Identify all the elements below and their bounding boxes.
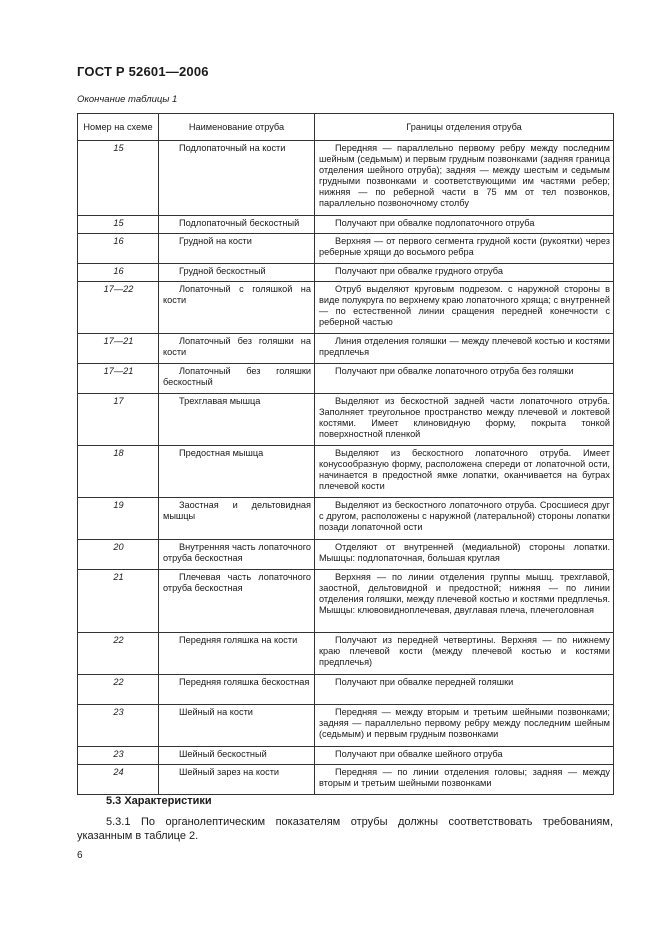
cut-bounds: Выделяют из бескостной задней части лопаточного отруба. Заполняет треугольное пространство между плечевой и локтевой костями. Имеет клиновидную форму, покрыта тонкой поверхностной пленкой — [315, 394, 614, 446]
cut-name: Плечевая часть лопаточного отруба бескостная — [159, 570, 315, 633]
table-row — [78, 498, 614, 540]
document-title: ГОСТ Р 52601—2006 — [77, 64, 209, 79]
cut-bounds: Выделяют из бескостного лопаточного отруба. Имеет конусообразную форму, расположена спереди от лопаточной ости, начинается в предостной ямке лопатки, оканчивается на буграх плечевой кости — [315, 446, 614, 498]
table-header-row — [78, 114, 614, 141]
table-row — [78, 282, 614, 334]
cut-bounds: Верхняя — по линии отделения группы мышц. трехглавой, заостной, дельтовидной и предостной; нижняя — по линии отделения голяшки, между плечевой костью и костями предплечья. Мышцы: клювовиднoплечевая, двуглавая плеча, плечеголовная — [315, 570, 614, 633]
cut-name: Грудной бескостный — [159, 264, 315, 282]
cut-name: Грудной на кости — [159, 234, 315, 264]
table-row — [78, 216, 614, 234]
cut-bounds: Верхняя — от первого сегмента грудной кости (рукоятки) через реберные хрящи до восьмого ребра — [315, 234, 614, 264]
row-number: 20 — [78, 540, 159, 570]
row-number: 21 — [78, 570, 159, 633]
table-row — [78, 705, 614, 747]
row-number: 23 — [78, 747, 159, 765]
row-number: 18 — [78, 446, 159, 498]
row-number: 17 — [78, 394, 159, 446]
table-row — [78, 675, 614, 705]
table-row — [78, 234, 614, 264]
cut-bounds: Выделяют из бескостного лопаточного отруба. Сросшиеся друг с другом, расположены с наружной (латеральной) стороны лопатки позади лопаточной ости — [315, 498, 614, 540]
cut-bounds: Получают из передней четвертины. Верхняя — по нижнему краю плечевой кости (между плечевой костью и костями предплечья) — [315, 633, 614, 675]
column-header-number: Номер на схеме — [78, 114, 159, 141]
table-row — [78, 334, 614, 364]
cut-bounds: Линия отделения голяшки — между плечевой костью и костями предплечья — [315, 334, 614, 364]
table-row — [78, 264, 614, 282]
column-header-name: Наименование отруба — [159, 114, 315, 141]
row-number: 22 — [78, 633, 159, 675]
row-number: 15 — [78, 141, 159, 216]
cut-name: Внутренняя часть лопаточного отруба бескостная — [159, 540, 315, 570]
cut-name: Шейный на кости — [159, 705, 315, 747]
table-row — [78, 747, 614, 765]
table-row — [78, 394, 614, 446]
cut-name: Передняя голяшка бескостная — [159, 675, 315, 705]
cut-bounds: Получают при обвалке шейного отруба — [315, 747, 614, 765]
row-number: 17—21 — [78, 364, 159, 394]
section-heading: 5.3 Характеристики — [106, 795, 212, 807]
table-row — [78, 141, 614, 216]
cut-bounds: Получают при обвалке подлопаточного отруба — [315, 216, 614, 234]
cut-bounds: Передняя — по линии отделения головы; задняя — между вторым и третьим шейными позвонками — [315, 765, 614, 795]
cut-name: Предостная мышца — [159, 446, 315, 498]
body-paragraph: 5.3.1 По органолептическим показателям отрубы должны соответствовать требованиям, указанным в таблице 2. — [77, 816, 613, 842]
row-number: 23 — [78, 705, 159, 747]
cut-name: Лопаточный без голяшки на кости — [159, 334, 315, 364]
cut-name: Передняя голяшка на кости — [159, 633, 315, 675]
row-number: 16 — [78, 264, 159, 282]
table-row — [78, 364, 614, 394]
table-caption: Окончание таблицы 1 — [77, 94, 178, 105]
row-number: 15 — [78, 216, 159, 234]
cut-bounds: Получают при обвалке грудного отруба — [315, 264, 614, 282]
cut-name: Заостная и дельтовидная мышцы — [159, 498, 315, 540]
row-number: 17—21 — [78, 334, 159, 364]
cut-bounds: Отделяют от внутренней (медиальной) стороны лопатки. Мышцы: подлопаточная, большая круглая — [315, 540, 614, 570]
cuts-table — [77, 113, 614, 795]
cut-name: Подлопаточный бескостный — [159, 216, 315, 234]
row-number: 22 — [78, 675, 159, 705]
cut-name: Шейный зарез на кости — [159, 765, 315, 795]
table-row — [78, 540, 614, 570]
table-row — [78, 446, 614, 498]
row-number: 19 — [78, 498, 159, 540]
table-row — [78, 765, 614, 795]
cut-name: Лопаточный с голяшкой на кости — [159, 282, 315, 334]
table-row — [78, 570, 614, 633]
cut-name: Шейный бескостный — [159, 747, 315, 765]
cut-name: Подлопаточный на кости — [159, 141, 315, 216]
table-row — [78, 633, 614, 675]
row-number: 17—22 — [78, 282, 159, 334]
row-number: 24 — [78, 765, 159, 795]
cut-bounds: Отруб выделяют круговым подрезом. с наружной стороны в виде полукруга по верхнему краю лопаточного хряща; с внутренней — по естественной линии сращения передней конечности с реберной частью — [315, 282, 614, 334]
page-number: 6 — [77, 850, 83, 861]
row-number: 16 — [78, 234, 159, 264]
cut-bounds: Передняя — параллельно первому ребру между последним шейным (седьмым) и первым грудным позвонками (задняя граница отделения шейного отруба); задняя — между шестым и седьмым грудными позвонками и соответствующими им частями ребер; нижняя — по реберной части в 75 мм от тел позвонков, параллельно позвоночному столбу — [315, 141, 614, 216]
cut-bounds: Получают при обвалке лопаточного отруба без голяшки — [315, 364, 614, 394]
cut-name: Трехглавая мышца — [159, 394, 315, 446]
cut-bounds: Получают при обвалке передней голяшки — [315, 675, 614, 705]
cut-name: Лопаточный без голяшки бескостный — [159, 364, 315, 394]
column-header-bounds: Границы отделения отруба — [315, 114, 614, 141]
cut-bounds: Передняя — между вторым и третьим шейными позвонками; задняя — параллельно первому ребру между последним шейным (седьмым) и первым грудным позвонками — [315, 705, 614, 747]
